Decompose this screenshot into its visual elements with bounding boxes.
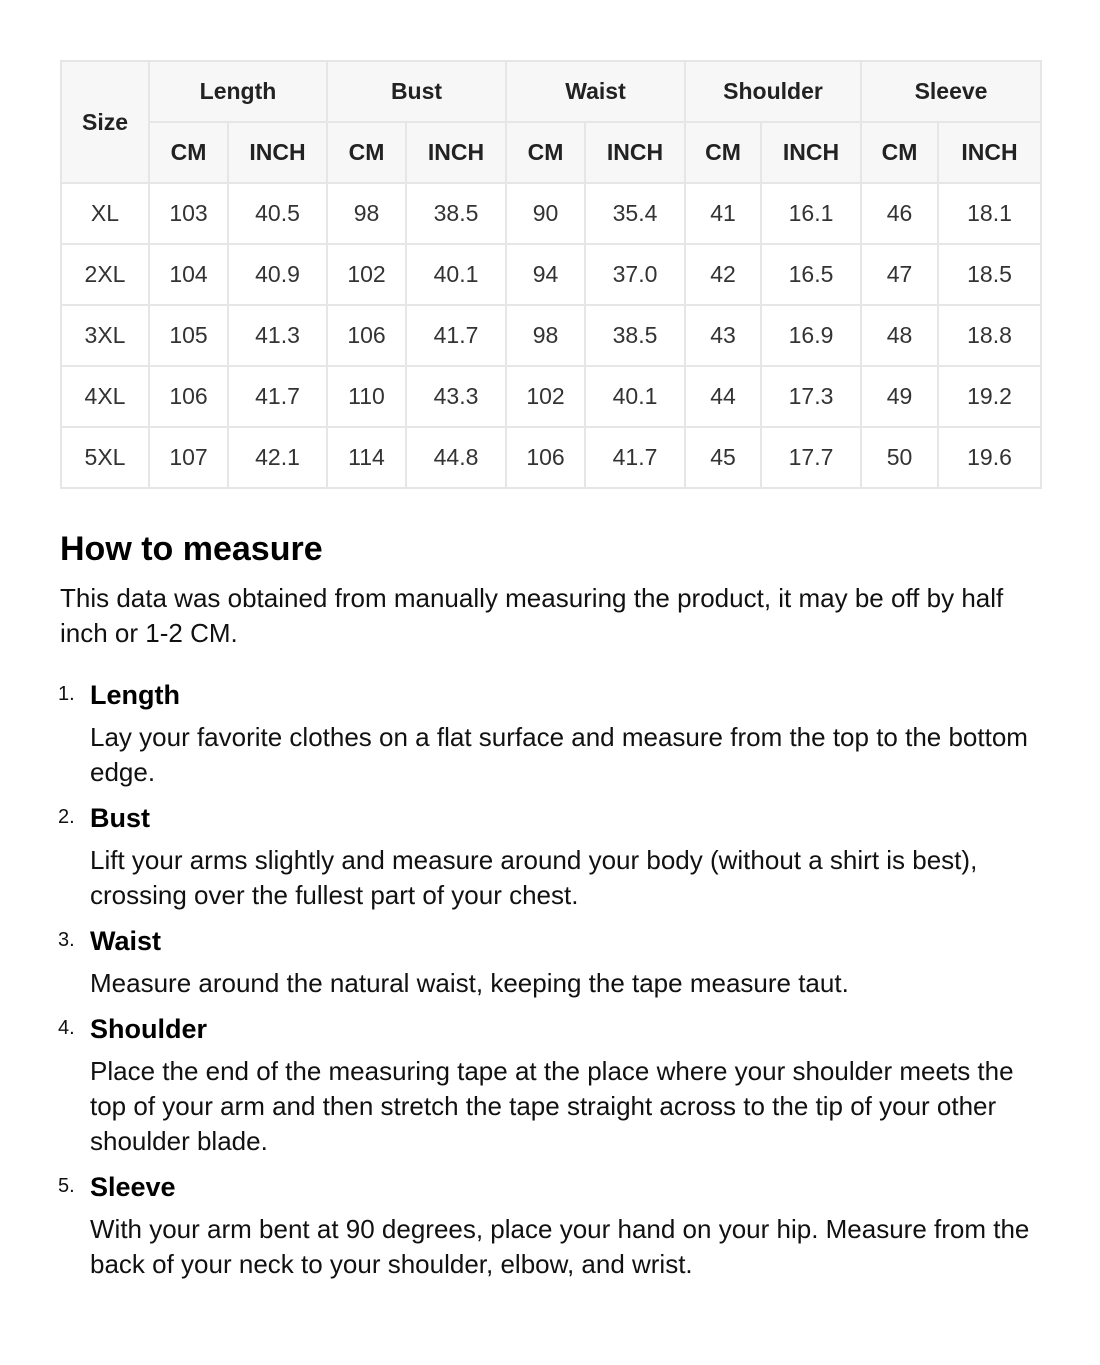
- measurement-cell: 103: [149, 183, 228, 244]
- header-shoulder: Shoulder: [685, 61, 861, 122]
- step-title: Sleeve: [90, 1172, 176, 1202]
- measurement-cell: 104: [149, 244, 228, 305]
- step-title: Bust: [90, 803, 150, 833]
- measurement-cell: 45: [685, 427, 761, 488]
- measurement-cell: 44.8: [406, 427, 506, 488]
- unit-header: INCH: [228, 122, 327, 183]
- measurement-cell: 18.5: [938, 244, 1041, 305]
- measurement-cell: 102: [327, 244, 406, 305]
- measurement-cell: 42.1: [228, 427, 327, 488]
- measurement-cell: 18.8: [938, 305, 1041, 366]
- header-bust: Bust: [327, 61, 506, 122]
- table-row: [61, 183, 1041, 244]
- measurement-cell: 18.1: [938, 183, 1041, 244]
- measurement-cell: 40.1: [406, 244, 506, 305]
- measurement-cell: 48: [861, 305, 938, 366]
- measurement-cell: 110: [327, 366, 406, 427]
- step-description: Lay your favorite clothes on a flat surface and measure from the top to the bottom edge.: [90, 722, 1028, 787]
- table-row: [61, 244, 1041, 305]
- unit-header: INCH: [761, 122, 861, 183]
- header-length: Length: [149, 61, 327, 122]
- measurement-cell: 35.4: [585, 183, 685, 244]
- unit-header: CM: [149, 122, 228, 183]
- measure-steps-list: [60, 677, 1040, 1282]
- unit-header: CM: [327, 122, 406, 183]
- measurement-cell: 37.0: [585, 244, 685, 305]
- step-number: 1.: [58, 683, 75, 705]
- step-number: 4.: [58, 1017, 75, 1039]
- size-table: [60, 60, 1042, 489]
- table-row: [61, 305, 1041, 366]
- table-row: [61, 427, 1041, 488]
- measurement-cell: 102: [506, 366, 585, 427]
- measurement-cell: 41.7: [228, 366, 327, 427]
- step-title: Waist: [90, 926, 162, 956]
- measurement-cell: 38.5: [585, 305, 685, 366]
- measure-step: [60, 923, 1040, 1001]
- size-cell: 3XL: [61, 305, 149, 366]
- header-size: Size: [61, 61, 149, 183]
- measurement-cell: 94: [506, 244, 585, 305]
- measurement-cell: 19.6: [938, 427, 1041, 488]
- step-description: Lift your arms slightly and measure around your body (without a shirt is best), crossing over the fullest part of your chest.: [90, 845, 978, 910]
- measurement-cell: 106: [327, 305, 406, 366]
- measurement-cell: 47: [861, 244, 938, 305]
- measurement-cell: 16.1: [761, 183, 861, 244]
- measure-step: [60, 1011, 1040, 1159]
- measurement-cell: 17.3: [761, 366, 861, 427]
- table-header-row-groups: [61, 61, 1041, 122]
- measurement-cell: 41.7: [585, 427, 685, 488]
- how-to-measure-title: How to measure: [60, 530, 323, 568]
- measurement-cell: 98: [506, 305, 585, 366]
- measure-step: [60, 677, 1040, 790]
- header-waist: Waist: [506, 61, 685, 122]
- unit-header: CM: [685, 122, 761, 183]
- measurement-cell: 49: [861, 366, 938, 427]
- table-header-row-units: [61, 122, 1041, 183]
- size-cell: XL: [61, 183, 149, 244]
- size-cell: 5XL: [61, 427, 149, 488]
- measurement-cell: 19.2: [938, 366, 1041, 427]
- measurement-cell: 41.3: [228, 305, 327, 366]
- size-cell: 4XL: [61, 366, 149, 427]
- measurement-cell: 40.5: [228, 183, 327, 244]
- measure-step: [60, 800, 1040, 913]
- unit-header: INCH: [406, 122, 506, 183]
- size-cell: 2XL: [61, 244, 149, 305]
- table-header: [61, 61, 1041, 183]
- measurement-cell: 105: [149, 305, 228, 366]
- step-number: 5.: [58, 1175, 75, 1197]
- step-number: 2.: [58, 806, 75, 828]
- unit-header: INCH: [938, 122, 1041, 183]
- step-description: Measure around the natural waist, keeping the tape measure taut.: [90, 968, 849, 998]
- measurement-cell: 16.5: [761, 244, 861, 305]
- measurement-cell: 40.1: [585, 366, 685, 427]
- measurement-cell: 46: [861, 183, 938, 244]
- measurement-cell: 38.5: [406, 183, 506, 244]
- measurement-cell: 43: [685, 305, 761, 366]
- how-to-measure-intro: This data was obtained from manually measuring the product, it may be off by half inch or 1-2 CM.: [60, 583, 1004, 648]
- step-title: Shoulder: [90, 1014, 208, 1044]
- measurement-cell: 107: [149, 427, 228, 488]
- measurement-cell: 98: [327, 183, 406, 244]
- measurement-cell: 41: [685, 183, 761, 244]
- size-chart-page: [60, 60, 1040, 1292]
- table-body: [61, 183, 1041, 488]
- measurement-cell: 106: [149, 366, 228, 427]
- measurement-cell: 40.9: [228, 244, 327, 305]
- unit-header: CM: [506, 122, 585, 183]
- measurement-cell: 41.7: [406, 305, 506, 366]
- unit-header: INCH: [585, 122, 685, 183]
- measurement-cell: 114: [327, 427, 406, 488]
- measurement-cell: 43.3: [406, 366, 506, 427]
- step-description: Place the end of the measuring tape at the place where your shoulder meets the top of your arm and then stretch the tape straight across to the tip of your other shoulder blade.: [90, 1056, 1014, 1156]
- unit-header: CM: [861, 122, 938, 183]
- measurement-cell: 106: [506, 427, 585, 488]
- measurement-cell: 90: [506, 183, 585, 244]
- measurement-cell: 17.7: [761, 427, 861, 488]
- measure-step: [60, 1169, 1040, 1282]
- measurement-cell: 42: [685, 244, 761, 305]
- table-row: [61, 366, 1041, 427]
- measurement-cell: 16.9: [761, 305, 861, 366]
- step-title: Length: [90, 680, 180, 710]
- step-number: 3.: [58, 929, 75, 951]
- header-sleeve: Sleeve: [861, 61, 1041, 122]
- measurement-cell: 50: [861, 427, 938, 488]
- step-description: With your arm bent at 90 degrees, place your hand on your hip. Measure from the back of your neck to your shoulder, elbow, and wrist.: [90, 1214, 1030, 1279]
- measurement-cell: 44: [685, 366, 761, 427]
